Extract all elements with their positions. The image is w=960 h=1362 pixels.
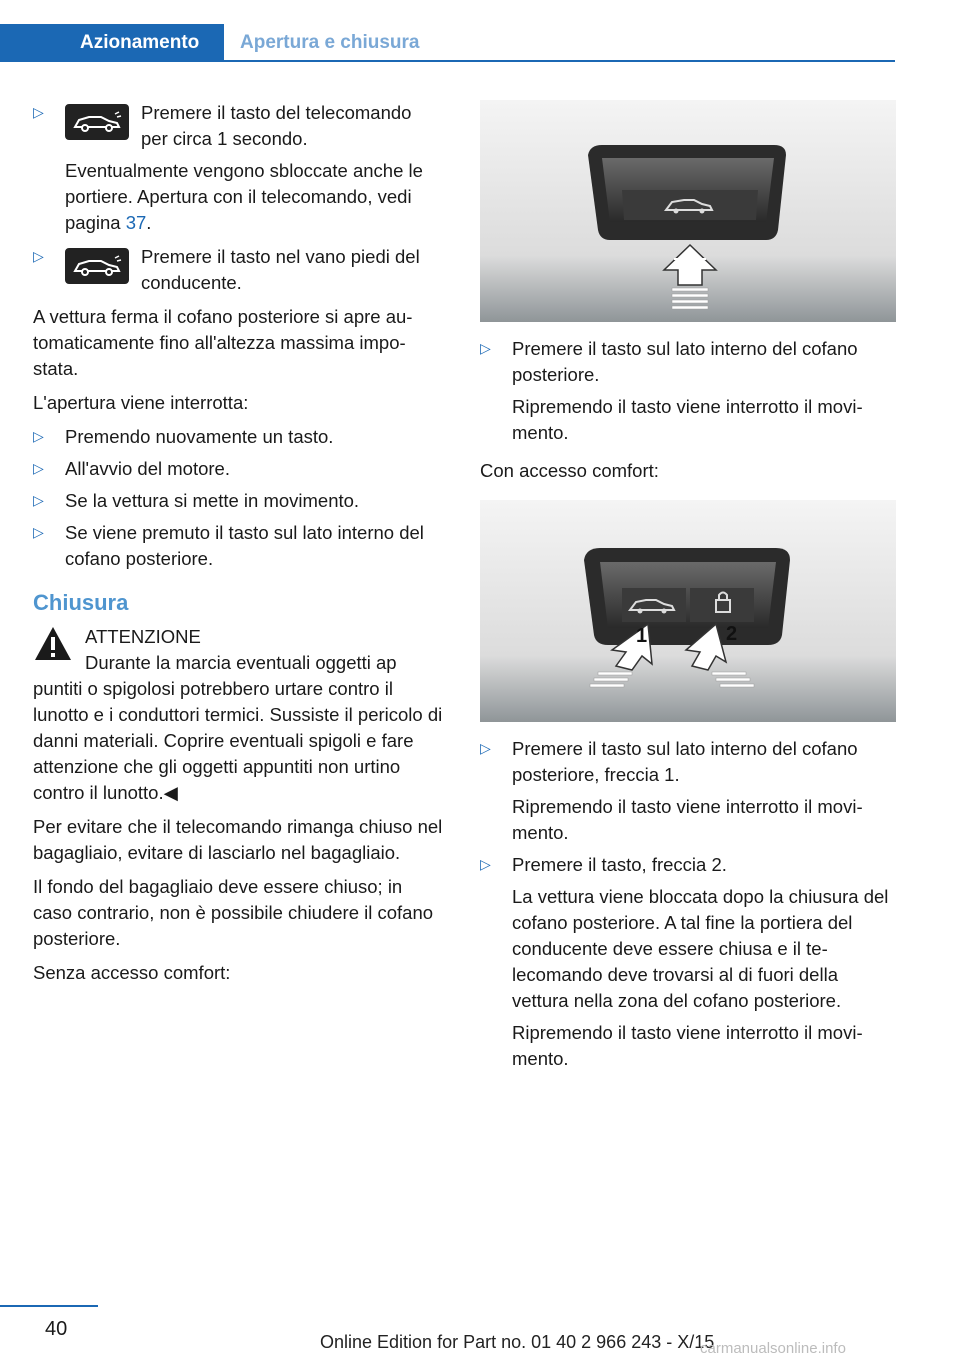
item-text: Premere il tasto del telecomando per circa 1 secondo.: [141, 102, 412, 149]
bullet-triangle-icon: ▷: [480, 856, 491, 872]
bullet-triangle-icon: ▷: [480, 340, 491, 356]
section-title: Chiusura: [33, 590, 129, 615]
warning-heading: ATTENZIONE: [85, 626, 201, 647]
list-item: ▷ Premere il tasto sul lato interno del cofano posteriore, freccia 1. Ripremendo il tasto viene interrotto il movimento.: [480, 738, 863, 843]
trunk-button-photo: [480, 100, 896, 322]
item-text: Premere il tasto nel vano piedi del conducente.: [141, 246, 420, 293]
list-item: ▷ Premere il tasto, freccia 2. La vettura viene bloccata dopo la chiusura del cofano posteriore. A tal fine la portiera del conducente deve essere chiusa e il telecomando deve trovarsi al di fuori della vettura nella zona del cofano posteriore. Ripremendo il tasto viene interrotto il movimento.: [480, 854, 889, 1069]
bullet-triangle-icon: ▷: [33, 524, 44, 540]
bullet-triangle-icon: ▷: [33, 104, 44, 120]
list-item: [33, 100, 443, 236]
list-item: ▷ Se la vettura si mette in movimento.: [33, 490, 360, 511]
warning-text: puntiti o spigolosi potrebbero urtare contro il lunotto e i conduttori termici. Sussiste il pericolo di danni materiali. Coprire eventuali spigoli e fare attenzione che gli oggetti appuntiti non urtino contro il lunotto.◀: [33, 678, 443, 803]
bullet-triangle-icon: ▷: [33, 492, 44, 508]
list-item: ▷ All'avvio del motore.: [33, 458, 230, 479]
warning-text: Durante la marcia eventuali oggetti ap: [85, 652, 397, 673]
list-item: ▷ Premendo nuovamente un tasto.: [33, 426, 334, 447]
warning-box: [33, 624, 443, 806]
trunk-key-icon: [65, 104, 129, 140]
footer-rule: [0, 1305, 98, 1307]
bullet-triangle-icon: ▷: [33, 428, 44, 444]
paragraph: A vettura ferma il cofano posteriore si apre automaticamente fino all'altezza massima impostata.: [33, 306, 413, 379]
watermark: carmanualsonline.info: [700, 1340, 846, 1357]
arrow-label-1: 1: [636, 625, 648, 647]
tab-azionamento[interactable]: Azionamento: [0, 24, 224, 62]
page-header: [0, 0, 960, 64]
header-rule: [0, 60, 895, 62]
bullet-triangle-icon: ▷: [33, 248, 44, 264]
arrow-label-2: 2: [726, 623, 738, 645]
list-item: ▷ Premere il tasto sul lato interno del cofano posteriore. Ripremendo il tasto viene interrotto il movimento.: [480, 338, 863, 443]
left-column: [33, 100, 443, 994]
page-number: 40: [45, 1318, 68, 1340]
paragraph: Con accesso comfort:: [480, 460, 659, 481]
bullet-triangle-icon: ▷: [480, 740, 491, 756]
edition-note: Online Edition for Part no. 01 40 2 966 243 - X/15: [320, 1332, 715, 1352]
warning-triangle-icon: [33, 624, 73, 664]
paragraph: Senza accesso comfort:: [33, 962, 231, 983]
comfort-access-photo: [480, 500, 896, 722]
item-subpara: Eventualmente vengono sbloccate anche le portiere. Apertura con il telecomando, vedi pagina 37.: [65, 160, 423, 233]
right-column: [480, 100, 896, 1078]
paragraph: Il fondo del bagagliaio deve essere chiuso; in caso contrario, non è possibile chiudere il cofano posteriore.: [33, 876, 434, 949]
list-item: ▷ Se viene premuto il tasto sul lato interno del cofano posteriore.: [33, 522, 424, 569]
tab-apertura-chiusura[interactable]: Apertura e chiusura: [240, 32, 420, 53]
paragraph: L'apertura viene interrotta:: [33, 392, 249, 413]
page-link[interactable]: 37: [125, 212, 147, 233]
list-item: [33, 244, 443, 296]
paragraph: Per evitare che il telecomando rimanga chiuso nel bagagliaio, evitare di lasciarlo nel bagagliaio.: [33, 816, 443, 863]
bullet-triangle-icon: ▷: [33, 460, 44, 476]
trunk-key-icon: [65, 248, 129, 284]
